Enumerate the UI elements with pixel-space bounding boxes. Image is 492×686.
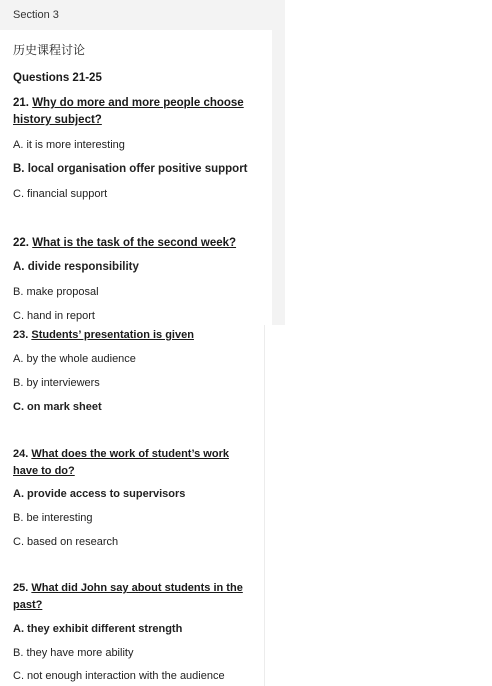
q22-option-b: B. make proposal: [13, 286, 99, 298]
question-21-text: Why do more and more people choose history subject?: [13, 97, 244, 126]
q21-option-b: B. local organisation offer positive support: [13, 163, 248, 175]
question-25-text: What did John say about students in the past?: [13, 582, 243, 611]
question-24-text: What does the work of student’s work have to do?: [13, 448, 229, 477]
q25-option-b: B. they have more ability: [13, 647, 134, 659]
question-23-text: Students’ presentation is given: [31, 329, 194, 341]
q24-option-c: C. based on research: [13, 536, 119, 548]
section-label: Section 3: [13, 9, 59, 21]
question-22-number: 22.: [13, 237, 29, 249]
question-24: [13, 446, 249, 480]
q21-option-c: C. financial support: [13, 188, 108, 200]
question-23: [13, 327, 253, 344]
question-23-number: 23.: [13, 329, 29, 341]
question-21-number: 21.: [13, 97, 29, 109]
question-25-number: 25.: [13, 582, 29, 594]
q22-option-c: C. hand in report: [13, 310, 95, 322]
q25-option-c: C. not enough interaction with the audience: [13, 670, 225, 682]
q21-option-a: A. it is more interesting: [13, 139, 125, 151]
question-22-text: What is the task of the second week?: [32, 237, 237, 249]
q24-option-a: A. provide access to supervisors: [13, 488, 186, 500]
question-21: [13, 95, 253, 129]
question-24-number: 24.: [13, 448, 29, 460]
q22-option-a: A. divide responsibility: [13, 261, 139, 273]
q23-option-b: B. by interviewers: [13, 377, 100, 389]
chinese-heading: 历史课程讨论: [13, 43, 86, 57]
questions-range: Questions 21-25: [13, 72, 102, 84]
question-25: [13, 580, 249, 614]
q23-option-a: A. by the whole audience: [13, 353, 136, 365]
q25-option-a: A. they exhibit different strength: [13, 623, 183, 635]
q24-option-b: B. be interesting: [13, 512, 93, 524]
question-22: [13, 235, 253, 252]
q23-option-c: C. on mark sheet: [13, 401, 102, 413]
